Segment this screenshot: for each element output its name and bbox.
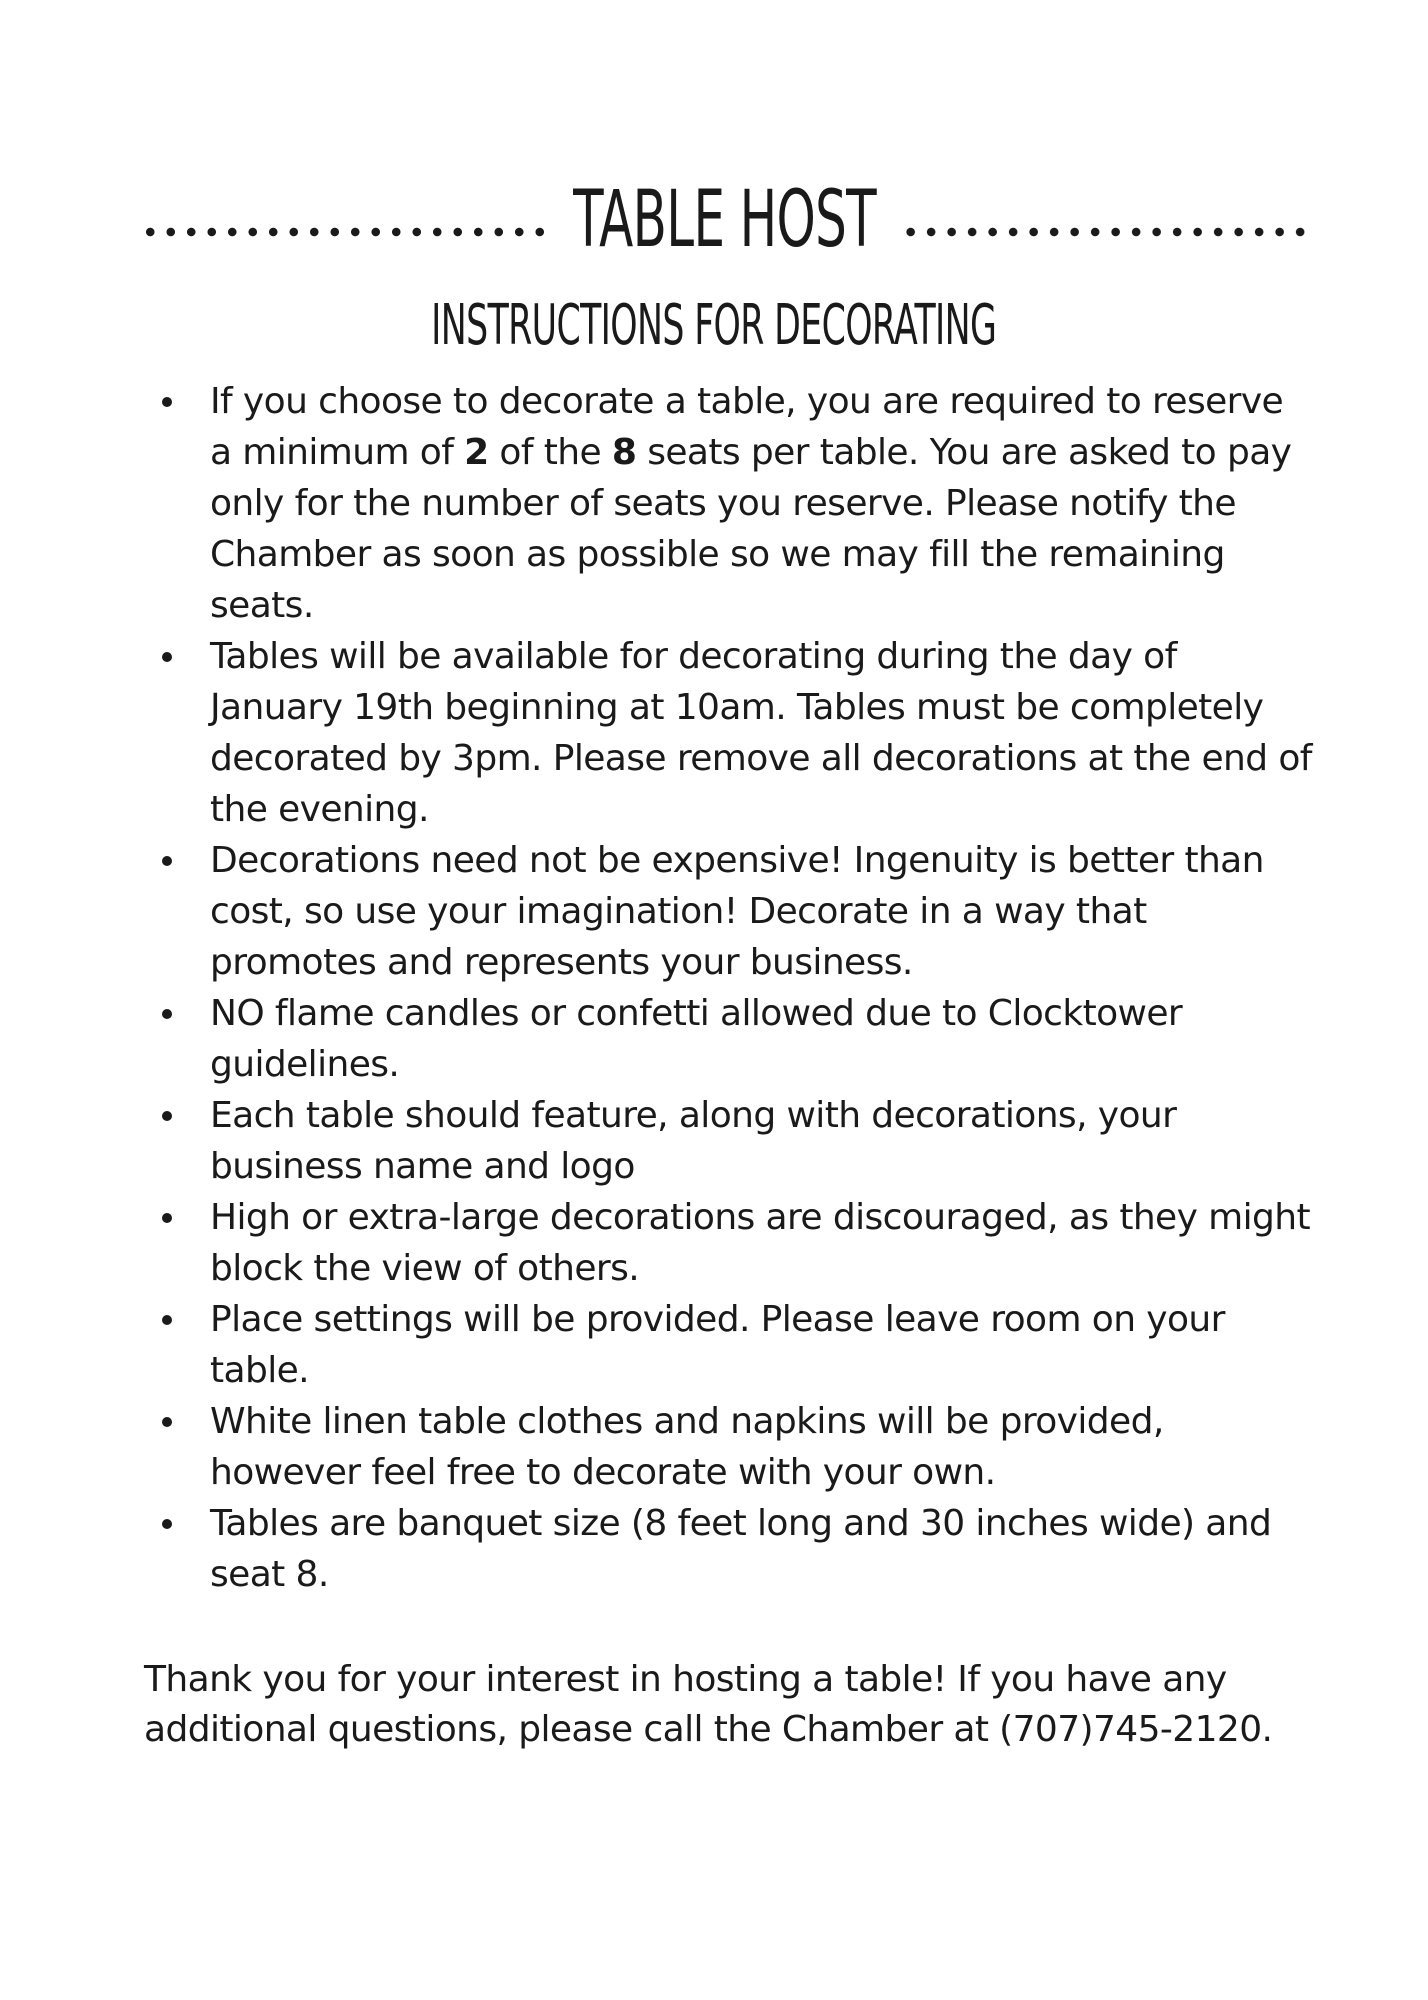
bullet-icon (162, 1009, 172, 1019)
list-item-text: Tables are banquet size (8 feet long and 30 inches wide) and seat 8. (210, 1503, 1272, 1595)
list-item (162, 376, 1312, 631)
subtitle-text: INSTRUCTIONS FOR DECORATING (431, 293, 997, 358)
list-item (162, 1090, 1312, 1192)
list-item (162, 835, 1312, 988)
list-item-bold: 8 (611, 432, 637, 473)
bullet-icon (162, 1213, 172, 1223)
closing-paragraph: Thank you for your interest in hosting a table! If you have any additional questions, please call the Chamber at (707)745-2120. (144, 1659, 1273, 1750)
bullet-icon (162, 1111, 172, 1121)
list-item-text: Decorations need not be expensive! Ingenuity is better than cost, so use your imagination! Decorate in a way that promotes and represents your business. (210, 840, 1264, 983)
list-item-text: If you choose to decorate a table, you are required to reserve a minimum of (210, 381, 1284, 473)
list-item-text: Tables will be available for decorating during the day of January 19th beginning at 10am. Tables must be completely decorated by 3pm. Please remove all decorations at the end of the evening. (210, 636, 1312, 830)
bullet-icon (162, 856, 172, 866)
list-item (162, 631, 1312, 835)
list-item (162, 1294, 1312, 1396)
list-item-text: seats per table. You are asked to pay only for the number of seats you reserve. Please notify the Chamber as soon as possible so we may fill the remaining seats. (210, 432, 1292, 626)
bullet-icon (162, 652, 172, 662)
list-item-text: Each table should feature, along with decorations, your business name and logo (210, 1095, 1177, 1187)
bullet-icon (162, 1315, 172, 1325)
bullet-icon (162, 397, 172, 407)
list-item-text: Place settings will be provided. Please leave room on your table. (210, 1299, 1225, 1391)
bullet-icon (162, 1417, 172, 1427)
list-item-text: of the (488, 432, 612, 473)
list-item (162, 1396, 1312, 1498)
title-row (140, 170, 1310, 270)
dotted-rule-left (140, 227, 546, 237)
list-item-text: White linen table clothes and napkins will be provided, however feel free to decorate with your own. (210, 1401, 1164, 1493)
instructions-list (162, 376, 1312, 1600)
list-item-text: NO flame candles or confetti allowed due to Clocktower guidelines. (210, 993, 1183, 1085)
page-title: TABLE HOST (573, 175, 877, 265)
list-item (162, 1498, 1312, 1600)
list-item (162, 1192, 1312, 1294)
list-item-bold: 2 (464, 432, 489, 473)
page-subtitle (0, 293, 1428, 358)
list-item (162, 988, 1312, 1090)
bullet-icon (162, 1519, 172, 1529)
list-item-text: High or extra-large decorations are discouraged, as they might block the view of others. (210, 1197, 1310, 1289)
dotted-rule-right (904, 227, 1310, 237)
